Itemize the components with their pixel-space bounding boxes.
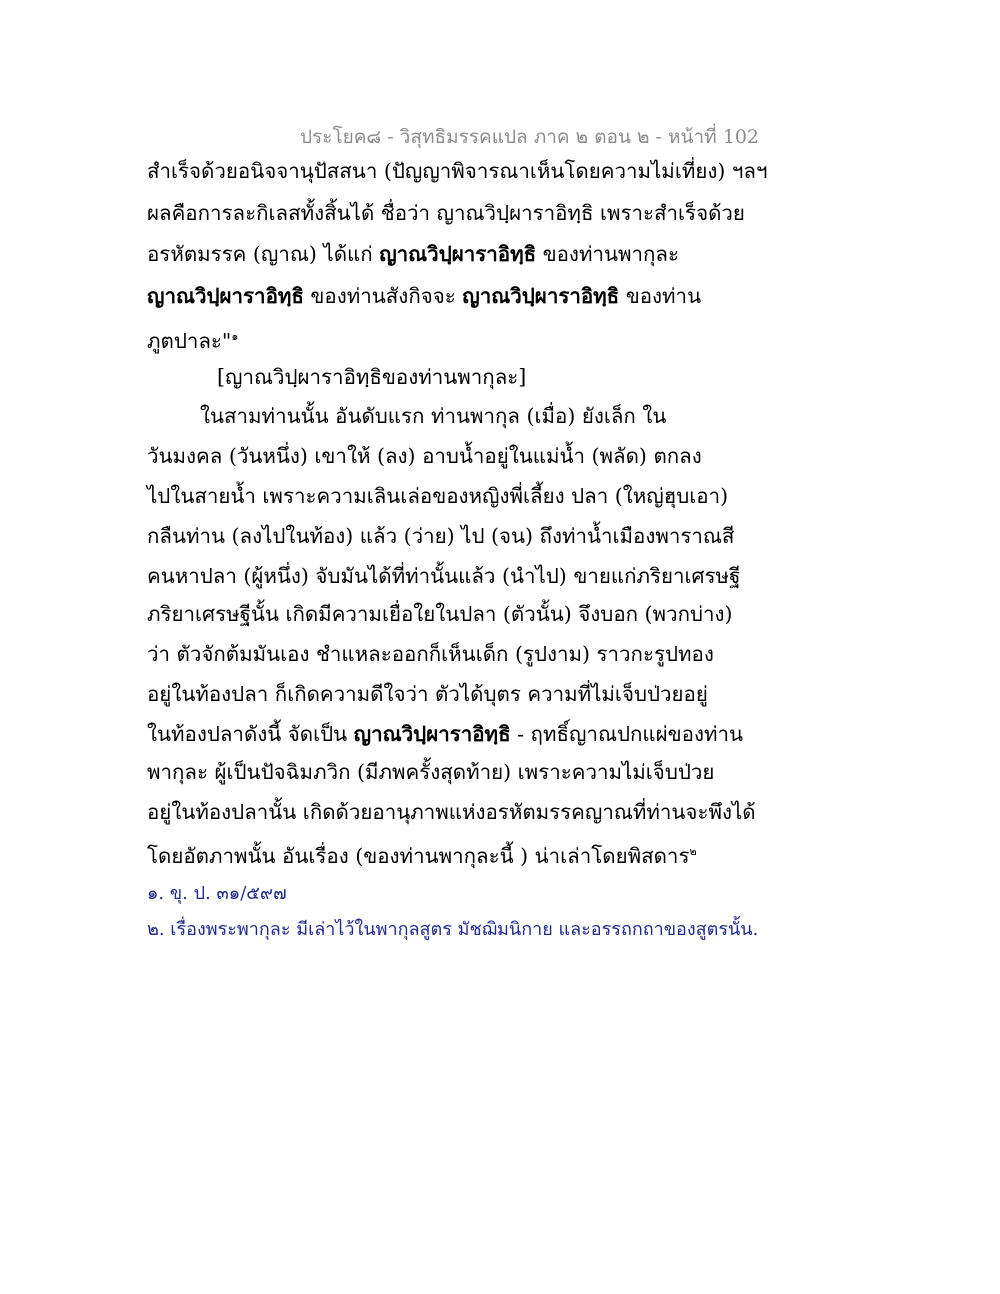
para1-line3 (147, 240, 679, 268)
para1-line4-text: ของท่านสังกิจจะ (303, 284, 463, 308)
para2-line9-rest: - ฤทธิ์ญาณปกแผ่ของท่าน (510, 722, 743, 746)
footnote-1: ๑. ขุ. ป. ๓๑/๕๙๗ (147, 883, 287, 904)
para2-line4: กลืนท่าน (ลงไปในท้อง) แล้ว (ว่าย) ไป (จน) ถึงท่าน้ำเมืองพาราณสี (147, 524, 735, 548)
para1-line4-rest: ของท่าน (619, 284, 702, 308)
page-header: ประโยค๘ - วิสุทธิมรรคแปล ภาค ๒ ตอน ๒ - หน้าที่ 102 (300, 126, 760, 148)
para2-line3: ไปในสายน้ำ เพราะความเลินเล่อของหญิงพี่เลี้ยง ปลา (ใหญ่ฮุบเอา) (147, 484, 729, 508)
para2-line11: อยู่ในท้องปลานั้น เกิดด้วยอานุภาพแห่งอรหัตมรรคญาณที่ท่านจะพึงได้ (147, 800, 756, 824)
footnote-marker: ๑ (231, 330, 239, 343)
para1-line2: ผลคือการละกิเลสทั้งสิ้นได้ ชื่อว่า ญาณวิปฺผาราอิทฺธิ เพราะสำเร็จด้วย (147, 201, 745, 225)
para2-line12-text: โดยอัตภาพนั้น อันเรื่อง (ของท่านพากุละนี้ ) น่าเล่าโดยพิสดาร (147, 843, 690, 868)
para2-line12 (147, 838, 697, 870)
para2-line6: ภริยาเศรษฐีนั้น เกิดมีความเยื่อใยในปลา (ตัวนั้น) จึงบอก (พวกบ่าง) (147, 602, 733, 626)
footnote-2: ๒. เรื่องพระพากุละ มีเล่าไว้ในพากุลสูตร มัชฌิมนิกาย และอรรถกถาของสูตรนั้น. (147, 919, 759, 940)
term-bold: ญาณวิปฺผาราอิทฺธิ (379, 242, 537, 266)
subheading: [ญาณวิปฺผาราอิทฺธิของท่านพากุละ] (217, 365, 527, 389)
footnote-marker: ๒ (689, 845, 697, 858)
term-bold: ญาณวิปฺผาราอิทฺธิ (147, 284, 304, 308)
para2-line9 (147, 720, 743, 748)
para2-line9-text: ในท้องปลาดังนี้ จัดเป็น (147, 722, 354, 746)
para1-line5 (147, 323, 238, 355)
para1-line3-text: อรหัตมรรค (ญาณ) ได้แก่ (147, 242, 380, 266)
para2-line8: อยู่ในท้องปลา ก็เกิดความดีใจว่า ตัวได้บุตร ความที่ไม่เจ็บป่วยอยู่ (147, 682, 708, 706)
para1-line3-rest: ของท่านพากุละ (536, 242, 679, 266)
para1-line4 (147, 282, 701, 310)
para2-line7: ว่า ตัวจักต้มมันเอง ชำแหละออกก็เห็นเด็ก (รูปงาม) ราวกะรูปทอง (147, 642, 714, 666)
para2-line5: คนหาปลา (ผู้หนึ่ง) จับมันได้ที่ท่านั้นแล้ว (นำไป) ขายแก่ภริยาเศรษฐี (147, 564, 741, 588)
para2-line2: วันมงคล (วันหนึ่ง) เขาให้ (ลง) อาบน้ำอยู่ในแม่น้ำ (พลัด) ตกลง (147, 444, 702, 468)
para2-line1: ในสามท่านนั้น อันดับแรก ท่านพากุล (เมื่อ) ยังเล็ก ใน (200, 404, 667, 428)
para2-line10: พากุละ ผู้เป็นปัจฉิมภวิก (มีภพครั้งสุดท้าย) เพราะความไม่เจ็บป่วย (147, 760, 715, 784)
term-bold: ญาณวิปฺผาราอิทฺธิ (353, 722, 511, 746)
para1-line1: สำเร็จด้วยอนิจจานุปัสสนา (ปัญญาพิจารณาเห็นโดยความไม่เที่ยง) ฯลฯ (147, 159, 768, 183)
para1-line5-text: ภูตปาละ" (147, 328, 232, 353)
term-bold: ญาณวิปฺผาราอิทฺธิ (462, 284, 620, 308)
